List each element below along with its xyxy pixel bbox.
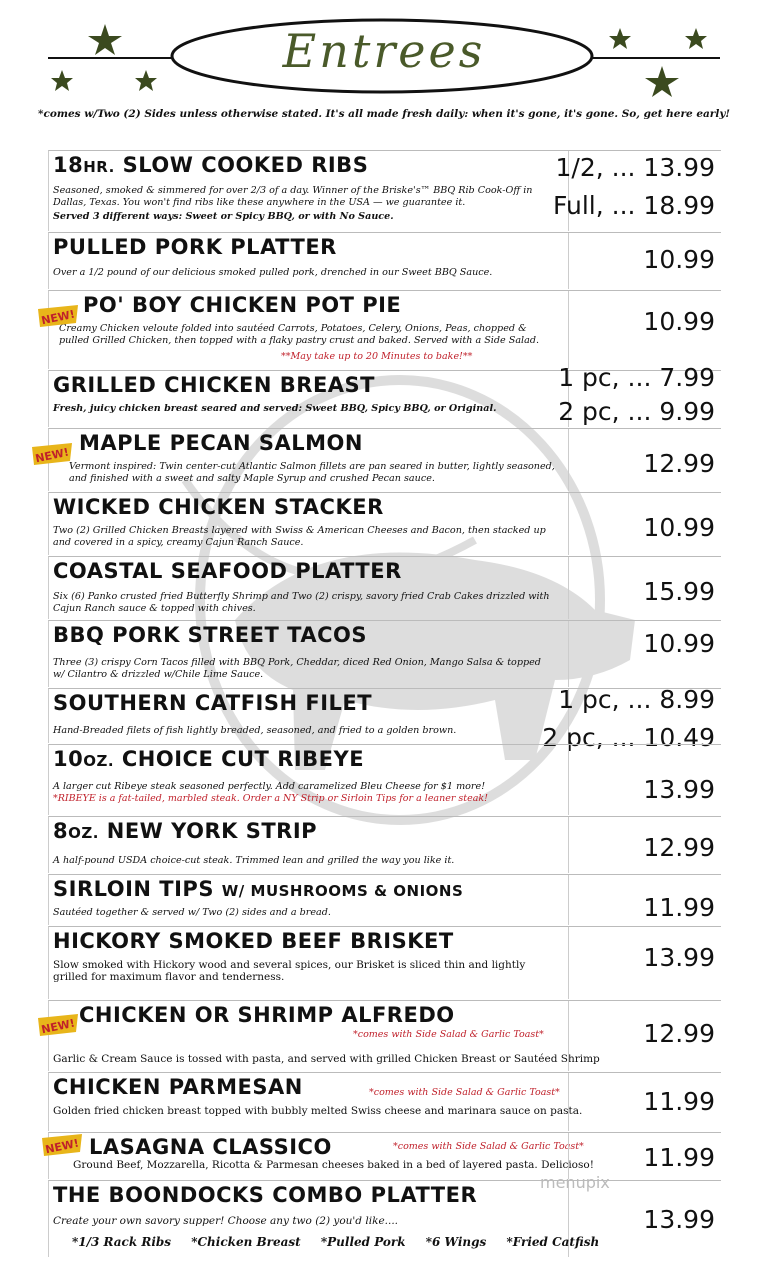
item-description: Three (3) crispy Corn Tacos filled with BBQ Pork, Cheddar, diced Red Onion, Mango Salsa & topped w/ Cilantro & drizzled w/Chile Lime Sauce. — [53, 657, 541, 680]
item-description: Sautéed together & served w/ Two (2) sides and a bread. — [53, 907, 331, 918]
item-name: PULLED PORK PLATTER — [53, 235, 337, 259]
item-name: GRILLED CHICKEN BREAST — [53, 373, 376, 397]
item-name: HICKORY SMOKED BEEF BRISKET — [53, 929, 454, 953]
item-price: 12.99 — [643, 1019, 715, 1048]
item-name: MAPLE PECAN SALMON — [79, 431, 363, 455]
item-price: 12.99 — [643, 833, 715, 862]
combo-options — [72, 1235, 632, 1249]
item-price: 13.99 — [643, 1205, 715, 1234]
menu-item — [48, 816, 721, 873]
item-price: 10.99 — [643, 307, 715, 336]
item-description: Hand-Breaded filets of fish lightly breaded, seasoned, and fried to a golden brown. — [53, 725, 457, 736]
bake-time-note: **May take up to 20 Minutes to bake!** — [281, 351, 473, 362]
item-price: 12.99 — [643, 449, 715, 478]
menu-item — [48, 428, 721, 491]
sides-note: *comes w/Two (2) Sides unless otherwise stated. It's all made fresh daily: when it's gone, it's gone. So, get here early! — [37, 108, 731, 120]
item-name: COASTAL SEAFOOD PLATTER — [53, 559, 402, 583]
item-price-2pc: 2 pc, ... 9.99 — [558, 397, 715, 426]
item-name: BBQ PORK STREET TACOS — [53, 623, 367, 647]
item-price: 15.99 — [643, 577, 715, 606]
menu-item — [48, 556, 721, 619]
side-salad-note: *comes with Side Salad & Garlic Toast* — [353, 1029, 544, 1040]
svg-text:NEW!: NEW! — [40, 307, 77, 328]
item-price: 13.99 — [643, 943, 715, 972]
item-name: 18HR. SLOW COOKED RIBS — [53, 153, 369, 177]
item-name: 8OZ. NEW YORK STRIP — [53, 819, 318, 843]
combo-option: *Fried Catfish — [506, 1235, 600, 1249]
item-description: Six (6) Panko crusted fried Butterfly Shrimp and Two (2) crispy, savory fried Crab Cakes drizzled with Cajun Ranch sauce & topped with chives. — [53, 591, 550, 614]
menupix-watermark: menupix — [540, 1173, 610, 1192]
new-badge-icon — [40, 1132, 84, 1158]
item-name: PO' BOY CHICKEN POT PIE — [83, 293, 402, 317]
item-price: 11.99 — [643, 1087, 715, 1116]
svg-text:NEW!: NEW! — [44, 1136, 81, 1157]
new-badge-icon — [36, 303, 80, 329]
menu-item — [48, 290, 721, 369]
menu-item — [48, 150, 721, 231]
menu-item — [48, 1072, 721, 1131]
item-price: 11.99 — [643, 1143, 715, 1172]
item-price: 10.99 — [643, 629, 715, 658]
item-price: 13.99 — [643, 775, 715, 804]
item-price-full: Full, ... 18.99 — [553, 191, 715, 220]
combo-option: *Pulled Pork — [320, 1235, 406, 1249]
menu-item — [48, 232, 721, 289]
item-description: A larger cut Ribeye steak seasoned perfectly. Add caramelized Bleu Cheese for $1 more! — [53, 781, 486, 792]
menu-item — [48, 492, 721, 555]
svg-text:NEW!: NEW! — [34, 445, 71, 466]
side-salad-note: *comes with Side Salad & Garlic Toast* — [393, 1141, 584, 1152]
new-badge-icon — [30, 441, 74, 467]
item-description: Fresh, juicy chicken breast seared and served: Sweet BBQ, Spicy BBQ, or Original. — [53, 403, 497, 414]
item-description: Golden fried chicken breast topped with bubbly melted Swiss cheese and marinara sauce on pasta. — [53, 1105, 583, 1117]
item-name: LASAGNA CLASSICO — [89, 1135, 332, 1159]
item-price-2pc: 2 pc, ... 10.49 — [542, 723, 715, 752]
item-name: SOUTHERN CATFISH FILET — [53, 691, 373, 715]
item-description: Creamy Chicken veloute folded into sautéed Carrots, Potatoes, Celery, Onions, Peas, chopped & pulled Grilled Chicken, then topped with a flaky pastry crust and baked. Served with a Side Salad. — [59, 323, 540, 346]
side-salad-note: *comes with Side Salad & Garlic Toast* — [369, 1087, 560, 1098]
item-price-half: 1/2, ... 13.99 — [555, 153, 715, 182]
item-description: Create your own savory supper! Choose any two (2) you'd like.... — [53, 1215, 399, 1227]
combo-option: *1/3 Rack Ribs — [72, 1235, 172, 1249]
item-name: 10OZ. CHOICE CUT RIBEYE — [53, 747, 365, 771]
item-description: Garlic & Cream Sauce is tossed with pasta, and served with grilled Chicken Breast or Sautéed Shrimp — [53, 1053, 600, 1065]
item-name: SIRLOIN TIPS W/ MUSHROOMS & ONIONS — [53, 877, 464, 901]
item-price: 10.99 — [643, 513, 715, 542]
page-title: Entrees — [282, 24, 486, 78]
menu-item — [48, 874, 721, 925]
item-description: Slow smoked with Hickory wood and several spices, our Brisket is sliced thin and lightly grilled for maximum flavor and tenderness. — [53, 959, 526, 983]
item-price-1pc: 1 pc, ... 8.99 — [558, 685, 715, 714]
svg-text:NEW!: NEW! — [40, 1016, 77, 1037]
item-price: 10.99 — [643, 245, 715, 274]
item-description: Over a 1/2 pound of our delicious smoked pulled pork, drenched in our Sweet BBQ Sauce. — [53, 267, 493, 278]
item-description-serving: Served 3 different ways: Sweet or Spicy BBQ, or with No Sauce. — [53, 211, 394, 222]
menu-header — [0, 0, 768, 110]
combo-option: *Chicken Breast — [191, 1235, 301, 1249]
menu-item — [48, 744, 721, 815]
menu-item — [48, 1000, 721, 1071]
item-name: WICKED CHICKEN STACKER — [53, 495, 384, 519]
item-description: Vermont inspired: Twin center-cut Atlantic Salmon fillets are pan seared in butter, lightly seasoned, and finished with a sweet and salty Maple Syrup and crushed Pecan sauce. — [69, 461, 555, 484]
item-description: A half-pound USDA choice-cut steak. Trimmed lean and grilled the way you like it. — [53, 855, 455, 866]
item-description: Two (2) Grilled Chicken Breasts layered with Swiss & American Cheeses and Bacon, then stacked up and covered in a spicy, creamy Cajun Ranch Sauce. — [53, 525, 546, 548]
menu-item — [48, 926, 721, 999]
menu-item — [48, 1132, 721, 1179]
menu-item — [48, 620, 721, 687]
item-price: 11.99 — [643, 893, 715, 922]
menu-item — [48, 363, 721, 427]
item-name: CHICKEN OR SHRIMP ALFREDO — [79, 1003, 455, 1027]
item-description: Seasoned, smoked & simmered for over 2/3 of a day. Winner of the Briske's™ BBQ Rib Cook-Off in Dallas, Texas. You won't find ribs like these anywhere in the USA — we guarantee it. — [53, 185, 533, 208]
item-price-1pc: 1 pc, ... 7.99 — [558, 363, 715, 392]
combo-option: *6 Wings — [425, 1235, 487, 1249]
item-name: THE BOONDOCKS COMBO PLATTER — [53, 1183, 478, 1207]
menu-item — [48, 685, 721, 752]
item-description: Ground Beef, Mozzarella, Ricotta & Parmesan cheeses baked in a bed of layered pasta. Delicioso! — [73, 1159, 594, 1171]
ribeye-note: *RIBEYE is a fat-tailed, marbled steak. Order a NY Strip or Sirloin Tips for a leaner steak! — [53, 793, 488, 804]
new-badge-icon — [36, 1012, 80, 1038]
item-name: CHICKEN PARMESAN — [53, 1075, 303, 1099]
